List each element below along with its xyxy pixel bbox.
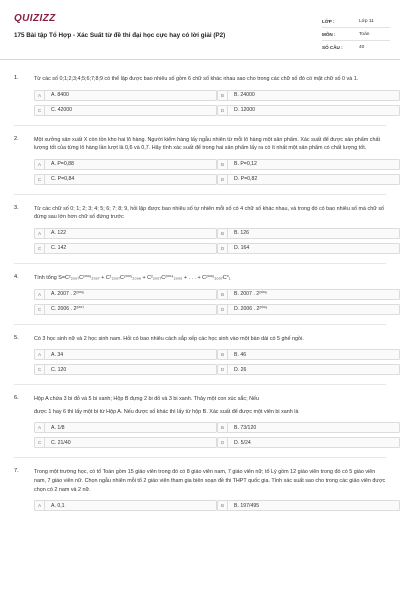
- divider: [14, 263, 386, 264]
- meta-value: Lớp 11: [359, 18, 374, 24]
- option-letter: B: [218, 350, 228, 359]
- option-text: C. 21/40: [51, 439, 71, 446]
- option-letter: D: [218, 106, 228, 115]
- question-number: 6.: [14, 395, 19, 402]
- question-text: Hộp A chứa 3 bi đỏ và 5 bi xanh; Hộp B đựng 2 bi đỏ và 3 bi xanh. Thảy một con xúc sắc; Nếu: [34, 396, 259, 403]
- answer-option-b[interactable]: [217, 90, 400, 101]
- answer-option-b[interactable]: [217, 228, 400, 239]
- option-letter: A: [35, 350, 45, 359]
- answer-option-a[interactable]: [34, 90, 217, 101]
- option-letter: C: [35, 106, 45, 115]
- question-item: [0, 136, 400, 185]
- option-text: A. P=0,88: [51, 161, 74, 168]
- answer-options: [34, 422, 386, 448]
- answer-options: [34, 228, 386, 254]
- answer-options: [34, 349, 386, 375]
- option-letter: C: [35, 438, 45, 447]
- option-letter: A: [35, 160, 45, 169]
- answer-option-c[interactable]: [34, 437, 217, 448]
- answer-option-c[interactable]: [34, 304, 217, 315]
- divider: [14, 457, 386, 458]
- answer-option-a[interactable]: [34, 289, 217, 300]
- question-number: 4.: [14, 273, 19, 280]
- option-letter: A: [35, 501, 45, 510]
- answer-option-c[interactable]: [34, 243, 217, 254]
- option-letter: D: [218, 175, 228, 184]
- question-item: [0, 274, 400, 315]
- answer-option-c[interactable]: [34, 174, 217, 185]
- answer-options: [34, 500, 386, 511]
- option-text: A. 34: [51, 351, 64, 358]
- answer-option-d[interactable]: [217, 174, 400, 185]
- document-title: 175 Bài tập Tổ Hợp - Xác Suất từ đề thi đại học cực hay có lời giải (P2): [14, 32, 226, 39]
- answer-option-a[interactable]: [34, 349, 217, 360]
- option-text: B. P=0,12: [234, 161, 257, 168]
- question-number: 7.: [14, 468, 19, 475]
- question-text: Có 3 học sinh nữ và 2 học sinh nam. Hỏi có bao nhiêu cách sắp xếp các học sinh vào một bàn dài có 5 ghế ngồi.: [34, 335, 304, 342]
- option-text: D. 26: [234, 366, 247, 373]
- answer-option-d[interactable]: [217, 243, 400, 254]
- option-letter: A: [35, 91, 45, 100]
- option-text: C. 142: [51, 245, 67, 252]
- option-letter: C: [35, 305, 45, 314]
- meta-label: LỚP :: [322, 18, 335, 24]
- option-text: D. 164: [234, 245, 250, 252]
- answer-option-d[interactable]: [217, 437, 400, 448]
- option-letter: D: [218, 438, 228, 447]
- option-letter: B: [218, 501, 228, 510]
- answer-option-b[interactable]: [217, 159, 400, 170]
- option-text: C. 120: [51, 366, 67, 373]
- option-text: D. 2006 . 2²⁰⁰⁶: [234, 306, 268, 313]
- question-item: [0, 205, 400, 254]
- divider: [14, 194, 386, 195]
- answer-option-b[interactable]: [217, 500, 400, 511]
- option-text: C. P=0,84: [51, 176, 75, 183]
- divider: [14, 384, 386, 385]
- answer-option-c[interactable]: [34, 105, 217, 116]
- question-number: 3.: [14, 204, 19, 211]
- option-text: B. 126: [234, 230, 249, 237]
- header: [0, 0, 400, 60]
- option-text: A. 2007 . 2²⁰⁰⁶: [51, 291, 85, 298]
- question-item: [0, 75, 400, 116]
- option-letter: B: [218, 229, 228, 238]
- quizizz-logo: QUIZIZZ: [14, 13, 56, 24]
- option-letter: B: [218, 91, 228, 100]
- question-text: Trong một trường học, có tổ Toán gồm 15 giáo viên trong đó có 8 giáo viên nam, 7 giáo viên nữ; tổ Lý gồm 12 giáo viên trong đó có 5 giáo viên nam, 7 giáo viên nữ. Chọn ngẫu nhiên mỗi tổ 2 giáo viên tham gia biên soạn đề thi THPT quốc gia. Tính xác suất sao cho trong các giáo viên được chọn có 2 nam và 2 nữ.: [34, 469, 386, 493]
- option-letter: B: [218, 423, 228, 432]
- question-text: Tính tổng S=C²₂₀₀₇C²⁰⁰⁶₂₀₀₇ + C¹₂₀₀₇C²⁰⁰⁵₂₀₀₆ + C²₂₀₀₇C²⁰⁰⁴₂₀₀₅ + . . . + C²⁰⁰⁶₂₀₀₇C⁰₁: [34, 274, 231, 281]
- option-letter: D: [218, 365, 228, 374]
- option-text: C. 42000: [51, 107, 73, 114]
- option-letter: D: [218, 305, 228, 314]
- meta-label: MÔN :: [322, 31, 336, 37]
- option-letter: C: [35, 365, 45, 374]
- option-text: D. P=0,82: [234, 176, 258, 183]
- question-text: Từ các chữ số 0; 1; 2; 3; 4; 5; 6; 7; 8; 9, hỏi lập được bao nhiêu số tự nhiên mỗi số có 4 chữ số khác nhau, và trong đó có bao nhiêu số mà chữ số đứng sau lớn hơn chữ số đứng trước: [34, 205, 385, 221]
- answer-option-a[interactable]: [34, 500, 217, 511]
- question-item: [0, 468, 400, 511]
- option-text: B. 73/120: [234, 424, 257, 431]
- option-letter: A: [35, 229, 45, 238]
- question-text-continued: được 1 hay 6 thì lấy một bi từ Hộp A. Nếu được số khác thì lấy từ hộp B. Xác suất để được một viên bi xanh là: [34, 408, 299, 415]
- option-text: B. 24000: [234, 92, 255, 99]
- option-text: D. 5/24: [234, 439, 251, 446]
- option-letter: D: [218, 244, 228, 253]
- divider: [14, 324, 386, 325]
- option-letter: A: [35, 423, 45, 432]
- question-number: 1.: [14, 75, 19, 81]
- divider: [14, 125, 386, 126]
- question-number: 2.: [14, 135, 19, 142]
- option-letter: C: [35, 244, 45, 253]
- option-text: C. 2006 . 2²⁰⁰⁷: [51, 306, 85, 313]
- option-letter: A: [35, 290, 45, 299]
- meta-value: Toán: [359, 31, 370, 37]
- answer-option-d[interactable]: [217, 364, 400, 375]
- answer-option-d[interactable]: [217, 304, 400, 315]
- meta-row-class: [322, 15, 390, 28]
- option-text: A. 1/8: [51, 424, 65, 431]
- option-letter: B: [218, 290, 228, 299]
- answer-option-d[interactable]: [217, 105, 400, 116]
- answer-option-a[interactable]: [34, 159, 217, 170]
- meta-value: 40: [359, 45, 365, 50]
- question-number: 5.: [14, 334, 19, 341]
- option-text: A. 0,1: [51, 502, 65, 509]
- answer-option-b[interactable]: [217, 289, 400, 300]
- question-text: Một xưởng sản xuất X còn tồn kho hai lô hàng. Người kiểm hàng lấy ngẫu nhiên từ mỗi lô hàng một sản phẩm. Xác suất để được sản phẩm chất lượng tốt của từng lô hàng lần lượt là 0,6 và 0,7. Hãy tính xác suất để trong hai sản phẩm lấy ra có ít nhất một sản phẩm có chất lượng tốt.: [34, 136, 380, 152]
- option-text: A. 122: [51, 230, 66, 237]
- option-text: A. 8400: [51, 92, 69, 99]
- answer-options: [34, 90, 386, 116]
- option-letter: C: [35, 175, 45, 184]
- meta-label: SỐ CÂU :: [322, 45, 343, 50]
- answer-option-b[interactable]: [217, 349, 400, 360]
- option-letter: B: [218, 160, 228, 169]
- answer-option-a[interactable]: [34, 228, 217, 239]
- answer-option-b[interactable]: [217, 422, 400, 433]
- answer-option-a[interactable]: [34, 422, 217, 433]
- question-list: [0, 75, 400, 511]
- question-item: [0, 335, 400, 376]
- answer-options: [34, 159, 386, 185]
- answer-option-c[interactable]: [34, 364, 217, 375]
- answer-options: [34, 289, 386, 315]
- option-text: D. 12000: [234, 107, 256, 114]
- question-item: [0, 395, 400, 448]
- meta-row-subject: [322, 28, 390, 41]
- meta-row-count: [322, 41, 390, 54]
- option-text: B. 197/495: [234, 502, 260, 509]
- question-text: Từ các số 0;1;2;3;4;5;6;7;8;9 có thể lập được bao nhiêu số gồm 6 chữ số khác nhau sao cho trong các chữ số đó có mặt chữ số 0 và 1.: [34, 76, 359, 82]
- option-text: B. 46: [234, 351, 247, 358]
- option-text: B. 2007 . 2²⁰⁰⁶: [234, 291, 268, 298]
- meta-box: [322, 15, 390, 54]
